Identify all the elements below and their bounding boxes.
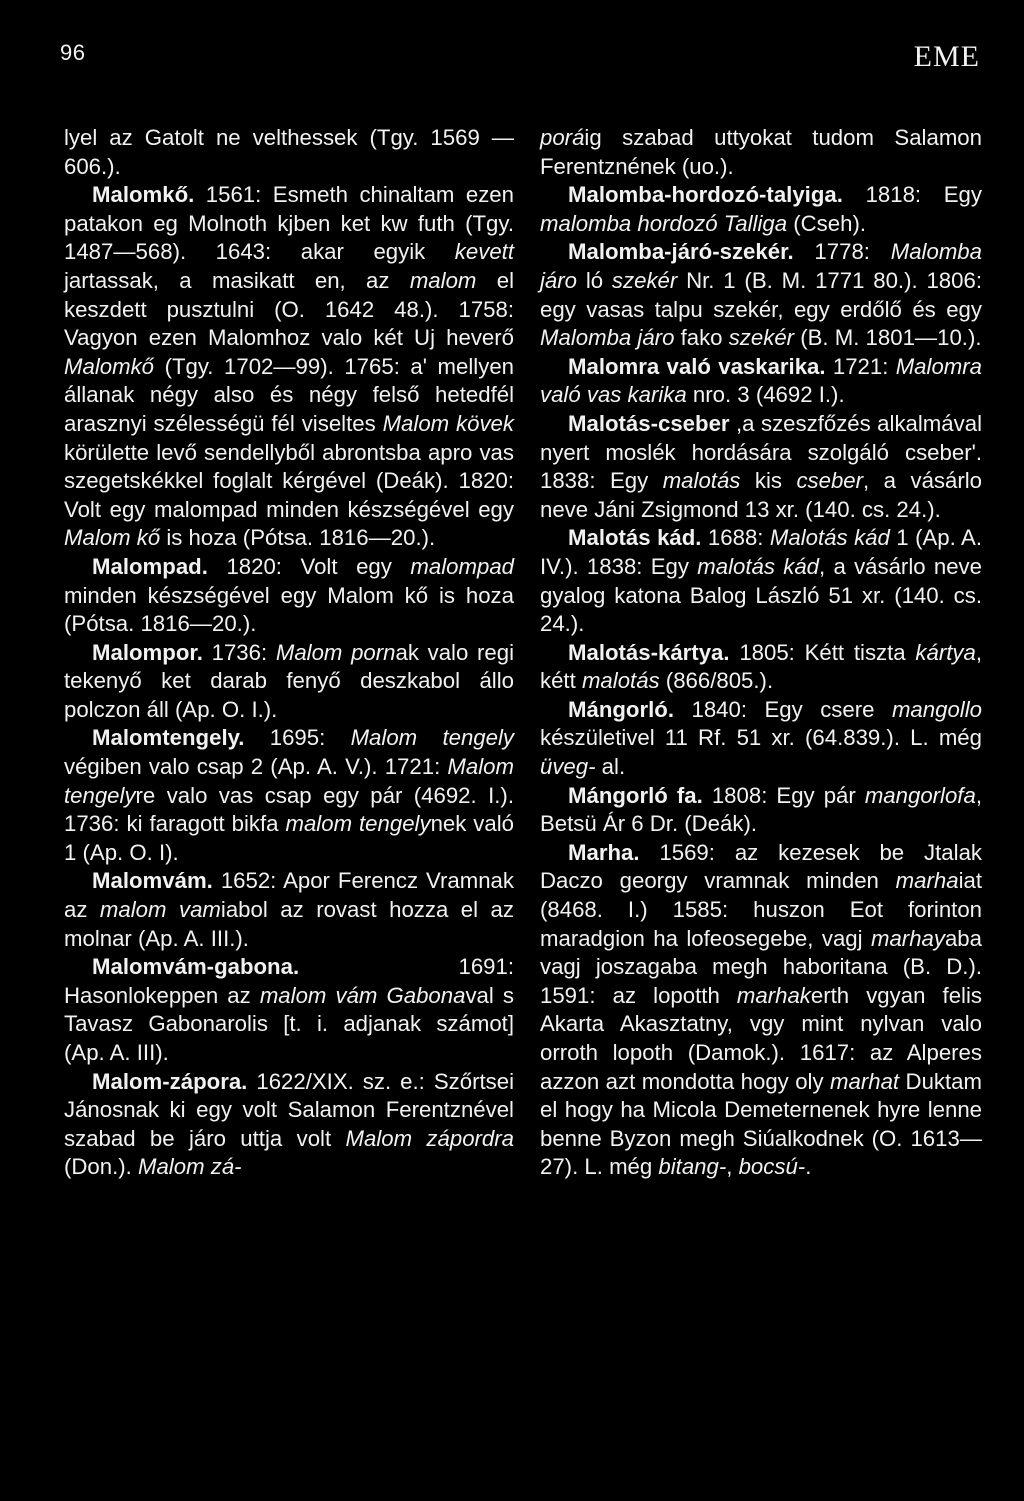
entry-text: , (726, 1154, 739, 1180)
italic-text: Malom kövek (382, 410, 514, 436)
left-column (64, 124, 514, 1182)
dictionary-entry (64, 181, 514, 553)
dictionary-entry (64, 553, 514, 639)
entry-text: kis (740, 468, 797, 494)
entry-text: 1695: (244, 725, 351, 751)
entry-text: 1688: (701, 525, 770, 551)
italic-text: Malom kő (64, 525, 161, 551)
italic-text: szekér (611, 267, 678, 293)
entry-text: lyel az Gatolt ne velthessek (Tgy. 1569 —606.). (64, 125, 514, 179)
italic-text: kártya (915, 639, 976, 665)
italic-text: marha (895, 868, 959, 894)
entry-headword: Malomvám-gabona. (92, 954, 300, 980)
italic-text: bocsú- (738, 1154, 806, 1180)
entry-headword: Malotás-cseber (568, 410, 730, 436)
italic-text: malom vam (99, 897, 221, 923)
dictionary-entry (64, 639, 514, 725)
dictionary-entry (540, 524, 982, 638)
italic-text: üveg- (540, 754, 596, 780)
entry-text: Nr. 1 (B. M. 1771 80.). 1806: egy vasas talpu szekér, egy erdőlő és egy (540, 267, 982, 322)
entry-text: , a vásárlo neve Jáni Zsigmond 13 xr. (140. cs. 24.). (540, 468, 982, 522)
dictionary-entry (64, 953, 514, 1067)
entry-text: 1721: (825, 353, 896, 379)
italic-text: porá (540, 125, 585, 150)
entry-text: végiben valo csap 2 (Ap. A. V.). 1721: (64, 754, 448, 780)
italic-text: Malom zá- (137, 1154, 242, 1180)
entry-headword: Malomba-járó-szekér. (568, 239, 794, 265)
page-number: 96 (60, 40, 86, 65)
entry-text: (Cseh). (787, 210, 866, 236)
entry-headword: Malompor. (92, 639, 203, 665)
entry-text: al. (595, 754, 626, 780)
entry-text: ,a szeszfőzés alkalmával nyert moslék hordására szolgáló cseber'. 1838: Egy (540, 410, 982, 494)
italic-text: marhay (870, 925, 945, 951)
entry-text: 1561: Esmeth chinaltam ezen patakon eg Molnoth kjben ket kw futh (Tgy. 1487—568). 1643: akar egyik (64, 182, 514, 265)
italic-text: malotás kád (697, 553, 819, 579)
entry-text: val s Tavasz Gabonarolis [t. i. adjanak számot] (Ap. A. III). (64, 982, 514, 1065)
running-head: EME (913, 40, 980, 73)
entry-text: (866/805.). (659, 668, 774, 694)
italic-text: Malotás kád (769, 525, 890, 551)
entry-text: re valo vas csap egy pár (4692. I.). 1736: ki faragott bikfa (64, 782, 514, 837)
entry-text: 1808: Egy pár (702, 782, 865, 808)
entry-text: el keszdett pusztulni (O. 1642 48.). 1758: Vagyon ezen Malomhoz valo két Uj heverő (64, 267, 515, 351)
dictionary-entry (540, 639, 982, 696)
italic-text: malom vám Gabona (259, 982, 466, 1008)
italic-text: Malom tengely (64, 754, 514, 808)
italic-text: malomba hordozó Talliga (540, 210, 788, 236)
italic-text: Malom zápordra (345, 1125, 515, 1151)
entry-text: is hoza (Pótsa. 1816—20.). (160, 525, 436, 551)
entry-text: (Tgy. 1702—99). 1765: a' mellyen állanak négy also és négy felső hetedfél arasznyi szélességü fél viseltes (64, 353, 514, 436)
dictionary-entry (64, 867, 514, 953)
entry-text: körülette levő sendellyből abrontsba apro vas szegetskékkel foglalt kérgével (Deák). 1820: Volt egy malompad minden készségével egy (64, 439, 514, 522)
entry-text: nro. 3 (4692 I.). (686, 382, 845, 408)
entry-text: 1778: (793, 239, 891, 265)
dictionary-entry (540, 353, 982, 410)
italic-text: mangollo (891, 696, 982, 722)
dictionary-entry (540, 410, 982, 524)
entry-text: készületivel 11 Rf. 51 xr. (64.839.). L. még (540, 725, 982, 751)
entry-headword: Mángorló fa. (568, 782, 703, 808)
italic-text: Malom tengely (350, 725, 514, 751)
entry-text: erth vgyan felis Akarta Akasztatny, vgy mint nylvan valo orroth lopoth (Damok.). 1617: az Alperes azzon azt mondotta hogy oly (540, 982, 982, 1094)
italic-text: cseber (796, 468, 864, 494)
entry-headword: Malom-zápora. (92, 1068, 248, 1094)
italic-text: Malomra való vas karika (540, 353, 983, 408)
entry-headword: Malompad. (92, 553, 208, 579)
italic-text: mangorlofa (864, 782, 976, 808)
entry-headword: Malomba-hordozó-talyiga. (568, 182, 843, 208)
entry-text: 1820: Volt egy (207, 553, 411, 579)
entry-text: 1736: (202, 639, 276, 665)
italic-text: malotás (662, 468, 741, 494)
entry-headword: Malomtengely. (92, 725, 245, 751)
entry-text: , kétt (540, 639, 982, 694)
entry-text: 1840: Egy csere (674, 696, 892, 722)
dictionary-entry (64, 724, 514, 867)
entry-text: aba vagj joszagaba megh haboritana (B. D.). 1591: az lopotth (540, 925, 982, 1008)
entry-headword: Malomvám. (92, 868, 213, 894)
entry-headword: Mángorló. (568, 696, 674, 722)
dictionary-entry (540, 839, 982, 1182)
italic-text: Malom porn (275, 639, 396, 665)
right-column (540, 124, 982, 1182)
entry-text: 1622/XIX. sz. e.: Szőrtsei Jánosnak ki egy volt Salamon Ferentznével szabad be járo uttja volt (64, 1068, 514, 1151)
entry-text: 1805: Kétt tiszta (729, 639, 916, 665)
dictionary-entry (540, 181, 982, 238)
entry-text: (B. M. 1801—10.). (794, 325, 982, 351)
entry-text: nek való 1 (Ap. O. I). (64, 811, 514, 865)
italic-text: szekér (728, 325, 795, 351)
entry-text: , Betsü Ár 6 Dr. (Deák). (540, 782, 982, 837)
italic-text: Malomba járo (540, 325, 675, 351)
entry-text: , a vásárlo neve gyalog katona Balog László 51 xr. (140. cs. 24.). (540, 553, 982, 637)
page-header (60, 40, 980, 80)
italic-text: marhat (830, 1068, 900, 1094)
dictionary-entry (540, 696, 982, 782)
entry-headword: Malomkő. (92, 182, 195, 208)
italic-text: kevett (454, 239, 514, 265)
italic-text: Malomba járo (540, 239, 982, 293)
entry-text: (Don.). (64, 1154, 138, 1180)
entry-text: 1 (Ap. A. IV.). 1838: Egy (540, 525, 982, 579)
dictionary-entry (540, 782, 982, 839)
dictionary-entry (540, 238, 982, 352)
entry-text: . (805, 1154, 812, 1180)
entry-text: fako (674, 325, 729, 351)
entry-text: iabol az rovast hozza el az molnar (Ap. A. III.). (64, 897, 514, 951)
entry-text: Duktam el hogy ha Micola Demeternenek hyre lenne benne Byzon megh Siúalkodnek (O. 1613—27). L. még (540, 1068, 982, 1180)
italic-text: malom tengely (285, 811, 431, 837)
entry-continuation (540, 124, 982, 181)
entry-text: 1652: Apor Ferencz Vramnak az (64, 868, 514, 923)
entry-text: iat (8468. I.) 1585: huszon Eot forinton maradgion ha lofeosegebe, vagj (540, 868, 982, 951)
italic-text: Malomkő (64, 353, 155, 379)
entry-headword: Malomra való vaskarika. (568, 353, 826, 379)
entry-headword: Malotás kád. (568, 525, 702, 551)
entry-text: jartassak, a masikatt en, az (64, 267, 410, 293)
italic-text: malompad (410, 553, 514, 579)
italic-text: bitang- (658, 1154, 727, 1180)
italic-text: malom (409, 267, 477, 293)
italic-text: malotás (581, 668, 660, 694)
entry-text: ig szabad uttyokat tudom Salamon Ferentznének (uo.). (540, 125, 982, 179)
entry-headword: Marha. (568, 839, 640, 865)
italic-text: marhak (736, 982, 811, 1008)
entry-text: ló (577, 267, 612, 293)
entry-text: 1691: Hasonlokeppen az (64, 954, 514, 1008)
entry-headword: Malotás-kártya. (568, 639, 730, 665)
entry-text: minden készségével egy Malom kő is hoza (Pótsa. 1816—20.). (64, 582, 514, 637)
entry-text: 1569: az kezesek be Jtalak Daczo georgy vramnak minden (540, 839, 982, 894)
dictionary-entry (64, 1068, 514, 1182)
entry-continuation (64, 124, 514, 181)
entry-text: ak valo regi tekenyő ket darab fenyő deszkabol állo polczon áll (Ap. O. I.). (64, 639, 515, 722)
entry-text: 1818: Egy (842, 182, 982, 208)
